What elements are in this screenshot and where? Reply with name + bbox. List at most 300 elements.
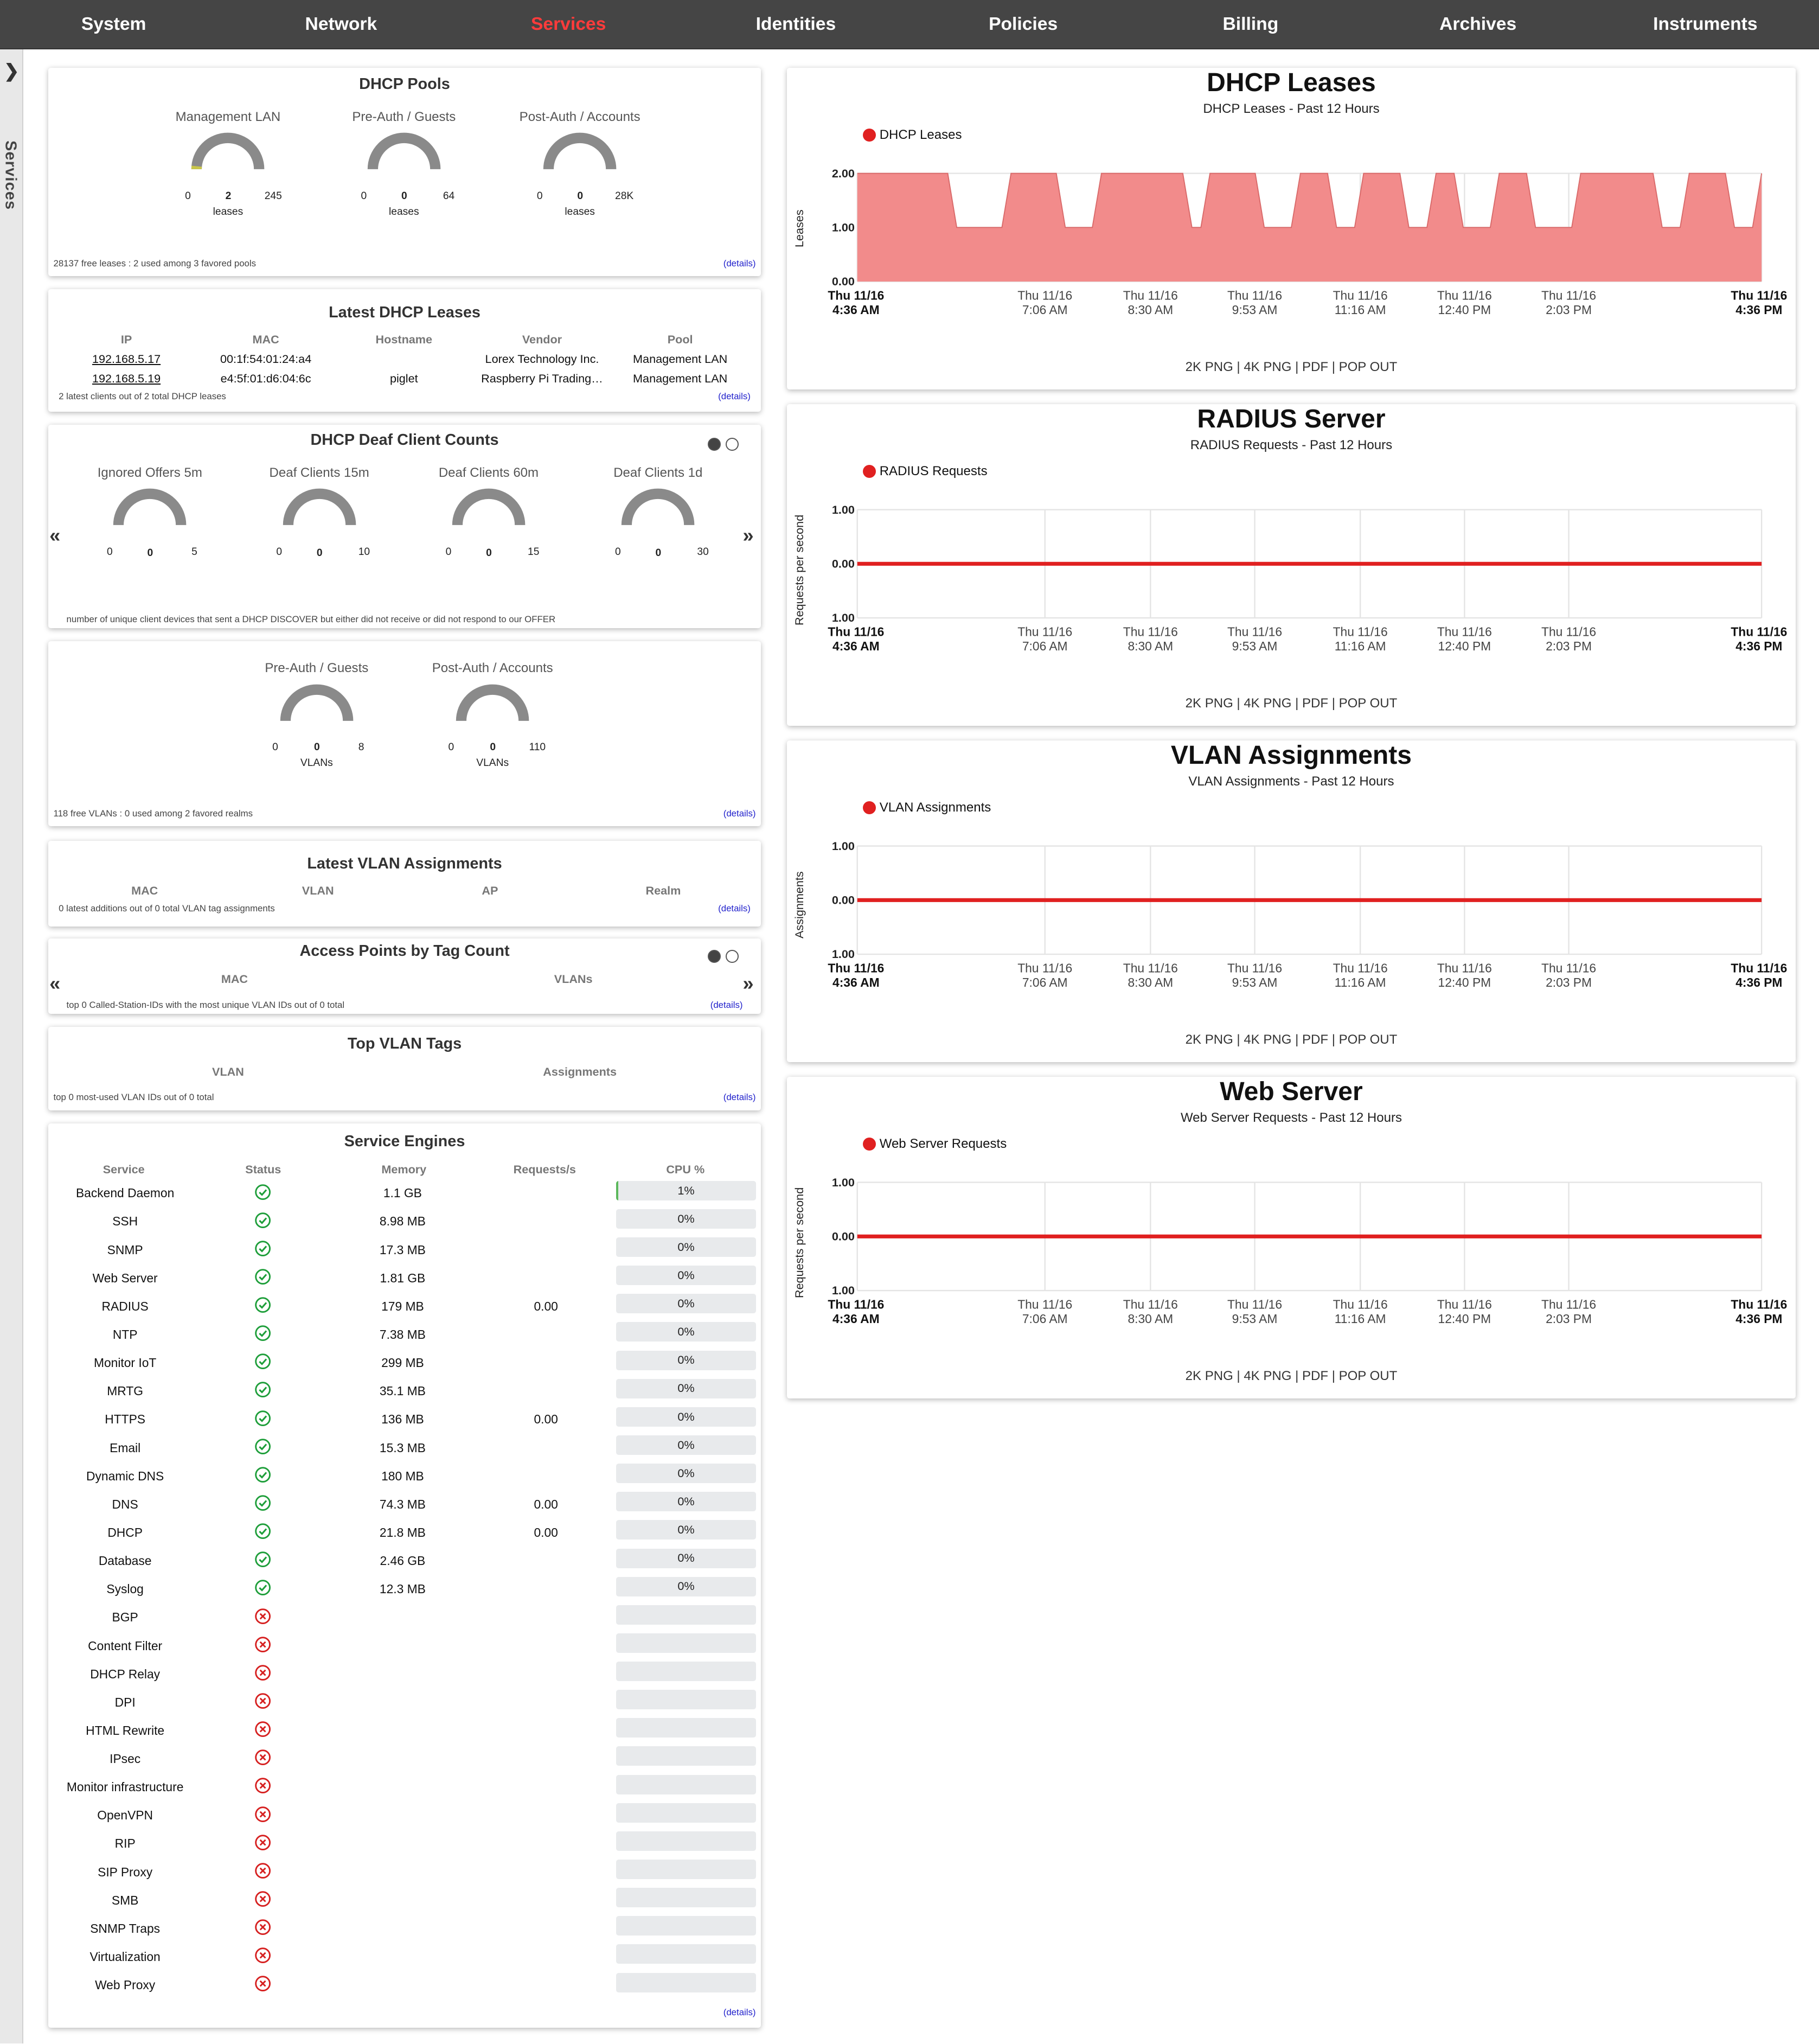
y-tick-label: 1.00 xyxy=(832,611,855,625)
service-row xyxy=(48,1916,763,1943)
cpu-bar xyxy=(616,1860,755,1879)
service-name: Monitor infrastructure xyxy=(66,1780,184,1794)
export-links[interactable]: 2K PNG | 4K PNG | PDF | POP OUT xyxy=(1185,1032,1398,1047)
gauge-arc xyxy=(111,483,189,525)
x-tick-label: Thu 11/16 xyxy=(1123,961,1178,975)
cpu-percent: 0% xyxy=(677,1381,695,1395)
x-tick-label: Thu 11/16 xyxy=(1437,288,1493,303)
x-tick-label: 8:30 AM xyxy=(1128,1311,1174,1326)
status-ok-icon xyxy=(254,1381,271,1398)
latest-dhcp-leases-card xyxy=(48,289,761,412)
cpu-percent: 0% xyxy=(677,1551,695,1565)
cpu-bar xyxy=(616,1181,755,1200)
status-ok-icon xyxy=(254,1438,271,1455)
x-tick-label: 8:30 AM xyxy=(1128,975,1174,989)
x-tick-label: Thu 11/16 xyxy=(1437,624,1493,639)
web-server-chart-card xyxy=(787,1077,1796,1398)
service-memory: 1.81 GB xyxy=(380,1270,426,1285)
x-tick-label: Thu 11/16 xyxy=(1227,624,1283,639)
status-ok-icon xyxy=(254,1579,271,1596)
service-row xyxy=(48,1266,763,1293)
status-stopped-icon xyxy=(254,1608,271,1625)
vlan-assignments-chart-card xyxy=(787,740,1796,1062)
radius-server-chart-card xyxy=(787,404,1796,726)
status-ok-icon xyxy=(254,1523,271,1540)
vlan-pools-card xyxy=(48,641,761,826)
x-tick-label: Thu 11/16 xyxy=(1731,1297,1788,1312)
gauge-unit: leases xyxy=(213,206,244,218)
status-stopped-icon xyxy=(254,1692,271,1709)
col-header-assignments: Assignments xyxy=(543,1064,617,1078)
service-name: OpenVPN xyxy=(97,1808,153,1823)
export-links[interactable]: 2K PNG | 4K PNG | PDF | POP OUT xyxy=(1185,1368,1398,1383)
y-tick-label: 2.00 xyxy=(832,166,855,180)
cpu-percent: 0% xyxy=(677,1240,695,1254)
export-links[interactable]: 2K PNG | 4K PNG | PDF | POP OUT xyxy=(1185,360,1398,375)
x-tick-label: Thu 11/16 xyxy=(1333,288,1388,303)
status-stopped-icon xyxy=(254,1777,271,1794)
x-tick-label: Thu 11/16 xyxy=(1333,961,1388,975)
card-title: Access Points by Tag Count xyxy=(299,942,510,960)
x-tick-label: 4:36 AM xyxy=(832,1311,880,1326)
y-tick-label: 1.00 xyxy=(832,839,855,853)
cpu-bar xyxy=(616,1633,755,1653)
card-footer: 28137 free leases : 2 used among 3 favored pools xyxy=(53,258,257,269)
y-tick-label: 0.00 xyxy=(832,1229,855,1243)
lease-pool: Management LAN xyxy=(633,352,728,366)
nav-instruments[interactable]: Instruments xyxy=(1653,14,1758,34)
status-ok-icon xyxy=(254,1268,271,1285)
x-tick-label: Thu 11/16 xyxy=(828,1297,885,1312)
service-row xyxy=(48,1605,763,1632)
col-header-service: Service xyxy=(103,1162,145,1177)
service-name: SSH xyxy=(112,1214,138,1229)
card-title: Latest DHCP Leases xyxy=(329,303,481,321)
y-tick-label: 1.00 xyxy=(832,947,855,961)
x-tick-label: Thu 11/16 xyxy=(1731,288,1788,303)
service-name: RIP xyxy=(114,1836,136,1851)
x-tick-label: 4:36 AM xyxy=(832,303,880,317)
gauge-max: 28K xyxy=(615,190,634,202)
legend-label: RADIUS Requests xyxy=(879,464,988,479)
y-tick-label: 0.00 xyxy=(832,557,855,571)
x-tick-label: 9:53 AM xyxy=(1232,638,1278,653)
lease-hostname: piglet xyxy=(389,371,418,385)
x-tick-label: 4:36 PM xyxy=(1735,975,1783,989)
gauge-deaf-clients-15m xyxy=(254,465,385,570)
gauge-vlan-pre-auth-guests xyxy=(252,661,382,769)
status-ok-icon xyxy=(254,1466,271,1483)
col-header-vlan: VLAN xyxy=(212,1064,244,1078)
y-tick-label: 1.00 xyxy=(832,1175,855,1189)
carousel-dots xyxy=(708,950,739,963)
cpu-bar xyxy=(616,1577,755,1596)
status-ok-icon xyxy=(254,1296,271,1313)
details-link[interactable]: (details) xyxy=(723,258,756,269)
y-axis-label: Requests per second xyxy=(792,515,806,626)
cpu-bar xyxy=(616,1435,755,1455)
service-name: RADIUS xyxy=(101,1299,149,1313)
status-ok-icon xyxy=(254,1494,271,1511)
x-tick-label: 11:16 AM xyxy=(1334,303,1386,317)
cpu-percent: 0% xyxy=(677,1296,695,1311)
status-ok-icon xyxy=(254,1184,271,1200)
x-tick-label: 4:36 AM xyxy=(832,975,880,989)
x-tick-label: 4:36 PM xyxy=(1735,1311,1783,1326)
x-tick-label: Thu 11/16 xyxy=(1017,961,1073,975)
y-tick-label: 1.00 xyxy=(832,220,855,234)
gauge-track xyxy=(285,689,348,721)
service-row xyxy=(48,1464,763,1491)
service-name: Syslog xyxy=(106,1582,144,1596)
lease-vendor: Lorex Technology Inc. xyxy=(485,352,599,366)
service-name: DHCP Relay xyxy=(90,1666,161,1681)
x-tick-label: 11:16 AM xyxy=(1334,1311,1386,1326)
gauge-min: 0 xyxy=(448,742,454,753)
export-links[interactable]: 2K PNG | 4K PNG | PDF | POP OUT xyxy=(1185,695,1398,711)
cpu-percent: 0% xyxy=(677,1523,695,1537)
gauge-track xyxy=(119,494,181,526)
card-title: DHCP Pools xyxy=(359,75,450,93)
details-link[interactable]: (details) xyxy=(723,808,756,819)
service-requests: 0.00 xyxy=(534,1525,558,1540)
chevron-right-icon[interactable]: ❯ xyxy=(4,61,20,81)
status-ok-icon xyxy=(254,1212,271,1229)
gauge-arc xyxy=(453,679,531,721)
cpu-bar xyxy=(616,1351,755,1370)
service-row xyxy=(48,1831,763,1858)
gauge-value: 0 xyxy=(147,547,153,559)
carousel-next-button[interactable]: » xyxy=(742,523,754,546)
card-title: Top VLAN Tags xyxy=(347,1034,462,1052)
y-tick-label: 0.00 xyxy=(832,893,855,907)
cpu-percent: 0% xyxy=(677,1579,695,1593)
cpu-bar xyxy=(616,1407,755,1427)
service-memory: 2.46 GB xyxy=(380,1554,426,1568)
gauge-arc xyxy=(619,483,697,525)
service-row xyxy=(48,1549,763,1576)
x-tick-label: 11:16 AM xyxy=(1334,975,1386,989)
col-header-ip: IP xyxy=(120,332,132,346)
cpu-bar xyxy=(616,1775,755,1794)
carousel-dot[interactable] xyxy=(726,950,739,963)
nav-system[interactable]: System xyxy=(81,14,146,34)
service-memory: 180 MB xyxy=(381,1468,424,1483)
service-name: SNMP Traps xyxy=(90,1921,161,1936)
cpu-bar xyxy=(616,1237,755,1257)
gauge-value: 0 xyxy=(314,742,320,753)
service-row xyxy=(48,1944,763,1971)
y-axis-label: Leases xyxy=(792,209,806,248)
carousel-dot[interactable] xyxy=(726,438,739,451)
service-name: DNS xyxy=(112,1497,138,1511)
cpu-percent: 0% xyxy=(677,1325,695,1339)
chart-plot xyxy=(787,404,1796,726)
nav-archives[interactable]: Archives xyxy=(1439,14,1517,34)
gauge-unit: leases xyxy=(565,206,595,218)
x-tick-label: Thu 11/16 xyxy=(1227,1297,1283,1312)
cpu-percent: 0% xyxy=(677,1268,695,1282)
status-stopped-icon xyxy=(254,1749,271,1766)
dhcp-pools-card xyxy=(48,68,761,276)
cpu-bar xyxy=(616,1209,755,1229)
chart-title: VLAN Assignments xyxy=(1170,740,1412,770)
cpu-percent: 0% xyxy=(677,1438,695,1452)
details-link[interactable]: (details) xyxy=(710,999,743,1010)
cpu-bar xyxy=(616,1944,755,1964)
gauge-track xyxy=(373,138,435,170)
y-tick-label: 1.00 xyxy=(832,1283,855,1297)
chart-title: DHCP Leases xyxy=(1207,68,1376,97)
cpu-bar xyxy=(616,1379,755,1398)
service-row xyxy=(48,1633,763,1660)
chart-plot xyxy=(787,740,1796,1062)
gauge-unit: VLANs xyxy=(476,757,509,769)
status-ok-icon xyxy=(254,1353,271,1370)
service-row xyxy=(48,1718,763,1745)
x-tick-label: 12:40 PM xyxy=(1438,975,1491,989)
gauge-label: Pre-Auth / Guests xyxy=(352,109,456,124)
chart-title: RADIUS Server xyxy=(1197,404,1386,433)
service-name: Web Server xyxy=(92,1270,158,1285)
x-tick-label: 12:40 PM xyxy=(1438,303,1491,317)
col-header-cpu: CPU % xyxy=(666,1162,705,1177)
gauge-label: Management LAN xyxy=(175,109,281,124)
gauge-max: 8 xyxy=(358,742,364,753)
x-tick-label: Thu 11/16 xyxy=(1437,1297,1493,1312)
service-name: MRTG xyxy=(107,1384,144,1398)
cpu-percent: 0% xyxy=(677,1211,695,1225)
cpu-bar xyxy=(616,1662,755,1681)
x-tick-label: Thu 11/16 xyxy=(1437,961,1493,975)
nav-network[interactable]: Network xyxy=(305,14,377,34)
gauge-value: 0 xyxy=(486,547,492,559)
gauge-arc xyxy=(189,127,267,169)
cpu-bar xyxy=(616,1916,755,1936)
details-link[interactable]: (details) xyxy=(723,1092,756,1103)
status-stopped-icon xyxy=(254,1721,271,1738)
legend-label: VLAN Assignments xyxy=(879,800,991,815)
x-tick-label: 2:03 PM xyxy=(1546,1311,1592,1326)
gauge-post-auth-accounts xyxy=(515,109,645,218)
col-header-mac: MAC xyxy=(221,972,248,986)
col-header-status: Status xyxy=(245,1162,281,1177)
service-row xyxy=(48,1294,763,1321)
service-memory: 15.3 MB xyxy=(379,1440,426,1455)
x-tick-label: 11:16 AM xyxy=(1334,638,1386,653)
card-footer: 118 free VLANs : 0 used among 2 favored realms xyxy=(53,808,253,819)
gauge-label: Deaf Clients 60m xyxy=(438,465,539,480)
x-tick-label: Thu 11/16 xyxy=(1017,288,1073,303)
nav-billing[interactable]: Billing xyxy=(1222,14,1279,34)
dhcp-leases-chart-card xyxy=(787,68,1796,389)
col-header-realm: Realm xyxy=(645,883,681,897)
cpu-bar xyxy=(616,1973,755,1992)
service-name: Web Proxy xyxy=(95,1978,156,1992)
status-stopped-icon xyxy=(254,1806,271,1823)
gauge-min: 0 xyxy=(107,546,113,558)
dhcp-deaf-counts-card xyxy=(48,425,761,628)
x-tick-label: 12:40 PM xyxy=(1438,638,1491,653)
gauge-track xyxy=(288,494,350,526)
cpu-percent: 0% xyxy=(677,1409,695,1423)
x-tick-label: 4:36 PM xyxy=(1735,303,1783,317)
cpu-bar xyxy=(616,1831,755,1851)
service-row xyxy=(48,1322,763,1349)
service-name: SMB xyxy=(111,1893,139,1907)
gauge-arc xyxy=(541,127,619,169)
col-header-mac: MAC xyxy=(252,332,279,346)
legend-label: DHCP Leases xyxy=(879,127,962,143)
gauge-min: 0 xyxy=(536,190,543,202)
service-name: Virtualization xyxy=(89,1950,161,1964)
latest-vlan-assignments-card xyxy=(48,841,761,927)
x-tick-label: 12:40 PM xyxy=(1438,1311,1491,1326)
ap-tag-count-card xyxy=(48,938,761,1014)
gauge-arc xyxy=(365,127,443,169)
service-requests: 0.00 xyxy=(534,1497,558,1511)
cpu-bar xyxy=(616,1549,755,1568)
service-engines-card xyxy=(48,1123,761,2028)
x-tick-label: Thu 11/16 xyxy=(1731,961,1788,975)
service-memory: 17.3 MB xyxy=(379,1242,426,1257)
gauge-value: 2 xyxy=(225,190,232,202)
gauge-vlan-post-auth-accounts xyxy=(427,661,558,769)
cpu-bar xyxy=(616,1803,755,1823)
service-name: HTML Rewrite xyxy=(86,1723,165,1738)
carousel-prev-button[interactable]: « xyxy=(49,523,61,546)
service-requests: 0.00 xyxy=(534,1412,558,1427)
gauge-max: 245 xyxy=(264,190,282,202)
status-stopped-icon xyxy=(254,1890,271,1907)
status-stopped-icon xyxy=(254,1947,271,1964)
cpu-percent: 0% xyxy=(677,1494,695,1509)
card-footer: 2 latest clients out of 2 total DHCP leases xyxy=(59,391,226,401)
gauge-track xyxy=(197,138,259,170)
gauge-value: 0 xyxy=(655,547,662,559)
x-tick-label: Thu 11/16 xyxy=(1227,288,1283,303)
top-vlan-tags-card xyxy=(48,1027,761,1110)
nav-services[interactable]: Services xyxy=(530,14,606,34)
service-row xyxy=(48,1209,763,1236)
lease-pool: Management LAN xyxy=(633,371,728,385)
status-stopped-icon xyxy=(254,1919,271,1936)
service-row xyxy=(48,1690,763,1717)
col-header-vendor: Vendor xyxy=(522,332,562,346)
card-title: Latest VLAN Assignments xyxy=(307,855,502,873)
lease-mac: 00:1f:54:01:24:a4 xyxy=(220,352,312,366)
gauge-track xyxy=(462,689,524,721)
gauge-value: 0 xyxy=(316,547,323,559)
carousel-next-button[interactable]: » xyxy=(742,972,754,995)
x-tick-label: 2:03 PM xyxy=(1546,975,1592,989)
cpu-percent: 0% xyxy=(677,1466,695,1480)
gauge-arc xyxy=(278,679,356,721)
cpu-bar xyxy=(616,1492,755,1511)
cpu-bar xyxy=(616,1464,755,1483)
gauge-unit: leases xyxy=(389,206,419,218)
details-link[interactable]: (details) xyxy=(718,903,751,914)
nav-policies[interactable]: Policies xyxy=(989,14,1058,34)
gauge-min: 0 xyxy=(615,546,621,558)
col-header-memory: Memory xyxy=(381,1162,427,1177)
service-row xyxy=(48,1379,763,1406)
x-tick-label: Thu 11/16 xyxy=(1731,624,1788,639)
gauge-value: 0 xyxy=(401,190,407,202)
service-row xyxy=(48,1492,763,1519)
service-row xyxy=(48,1746,763,1773)
cpu-bar xyxy=(616,1322,755,1342)
service-row xyxy=(48,1520,763,1547)
x-tick-label: Thu 11/16 xyxy=(1227,961,1283,975)
x-tick-label: 8:30 AM xyxy=(1128,303,1174,317)
gauge-label: Pre-Auth / Guests xyxy=(265,661,369,676)
status-stopped-icon xyxy=(254,1862,271,1879)
nav-identities[interactable]: Identities xyxy=(755,14,836,34)
chart-plot xyxy=(787,68,1796,389)
service-name: Email xyxy=(110,1440,141,1455)
x-tick-label: 9:53 AM xyxy=(1232,1311,1278,1326)
sidebar-tab[interactable] xyxy=(0,49,23,2043)
col-header-requests: Requests/s xyxy=(513,1162,576,1177)
details-link[interactable]: (details) xyxy=(718,391,751,401)
gauge-deaf-clients-60m xyxy=(424,465,554,570)
status-ok-icon xyxy=(254,1551,271,1568)
gauge-value: 0 xyxy=(577,190,584,202)
lease-ip-link[interactable]: 192.168.5.17 xyxy=(92,352,161,366)
gauge-arc xyxy=(450,483,528,525)
card-footer: number of unique client devices that sent a DHCP DISCOVER but either did not receive or did not respond to our OFFER xyxy=(66,614,556,624)
gauge-label: Deaf Clients 15m xyxy=(269,465,369,480)
gauge-ignored-offers-5m xyxy=(85,465,215,570)
gauge-min: 0 xyxy=(361,190,367,202)
carousel-dot-active[interactable] xyxy=(708,950,721,963)
x-tick-label: Thu 11/16 xyxy=(1017,624,1073,639)
gauge-unit: VLANs xyxy=(300,757,333,769)
service-memory: 179 MB xyxy=(381,1299,424,1313)
chart-subtitle: RADIUS Requests - Past 12 Hours xyxy=(1190,438,1393,453)
cpu-bar xyxy=(616,1690,755,1709)
details-link[interactable]: (details) xyxy=(723,2007,756,2017)
lease-ip-link[interactable]: 192.168.5.19 xyxy=(92,371,161,385)
lease-mac: e4:5f:01:d6:04:6c xyxy=(220,371,311,385)
service-name: Dynamic DNS xyxy=(86,1468,164,1483)
service-name: IPsec xyxy=(110,1752,141,1766)
gauge-track xyxy=(548,138,611,170)
service-row xyxy=(48,1803,763,1830)
carousel-dot-active[interactable] xyxy=(708,438,721,451)
status-ok-icon xyxy=(254,1410,271,1427)
cpu-bar xyxy=(616,1520,755,1540)
x-tick-label: 7:06 AM xyxy=(1022,303,1068,317)
service-memory: 1.1 GB xyxy=(383,1186,422,1200)
gauge-track xyxy=(627,494,689,526)
gauge-deaf-clients-1d xyxy=(593,465,723,570)
service-memory: 35.1 MB xyxy=(379,1384,426,1398)
status-ok-icon xyxy=(254,1240,271,1257)
carousel-prev-button[interactable]: « xyxy=(49,972,61,995)
service-name: SNMP xyxy=(107,1242,143,1257)
service-name: Monitor IoT xyxy=(93,1356,157,1370)
sidebar-label: Services xyxy=(2,140,20,210)
cpu-bar xyxy=(616,1746,755,1766)
chart-subtitle: DHCP Leases - Past 12 Hours xyxy=(1203,101,1380,117)
service-row xyxy=(48,1237,763,1264)
y-tick-label: 1.00 xyxy=(832,502,855,516)
service-row xyxy=(48,1435,763,1462)
x-tick-label: Thu 11/16 xyxy=(1123,288,1178,303)
service-row xyxy=(48,1181,763,1208)
